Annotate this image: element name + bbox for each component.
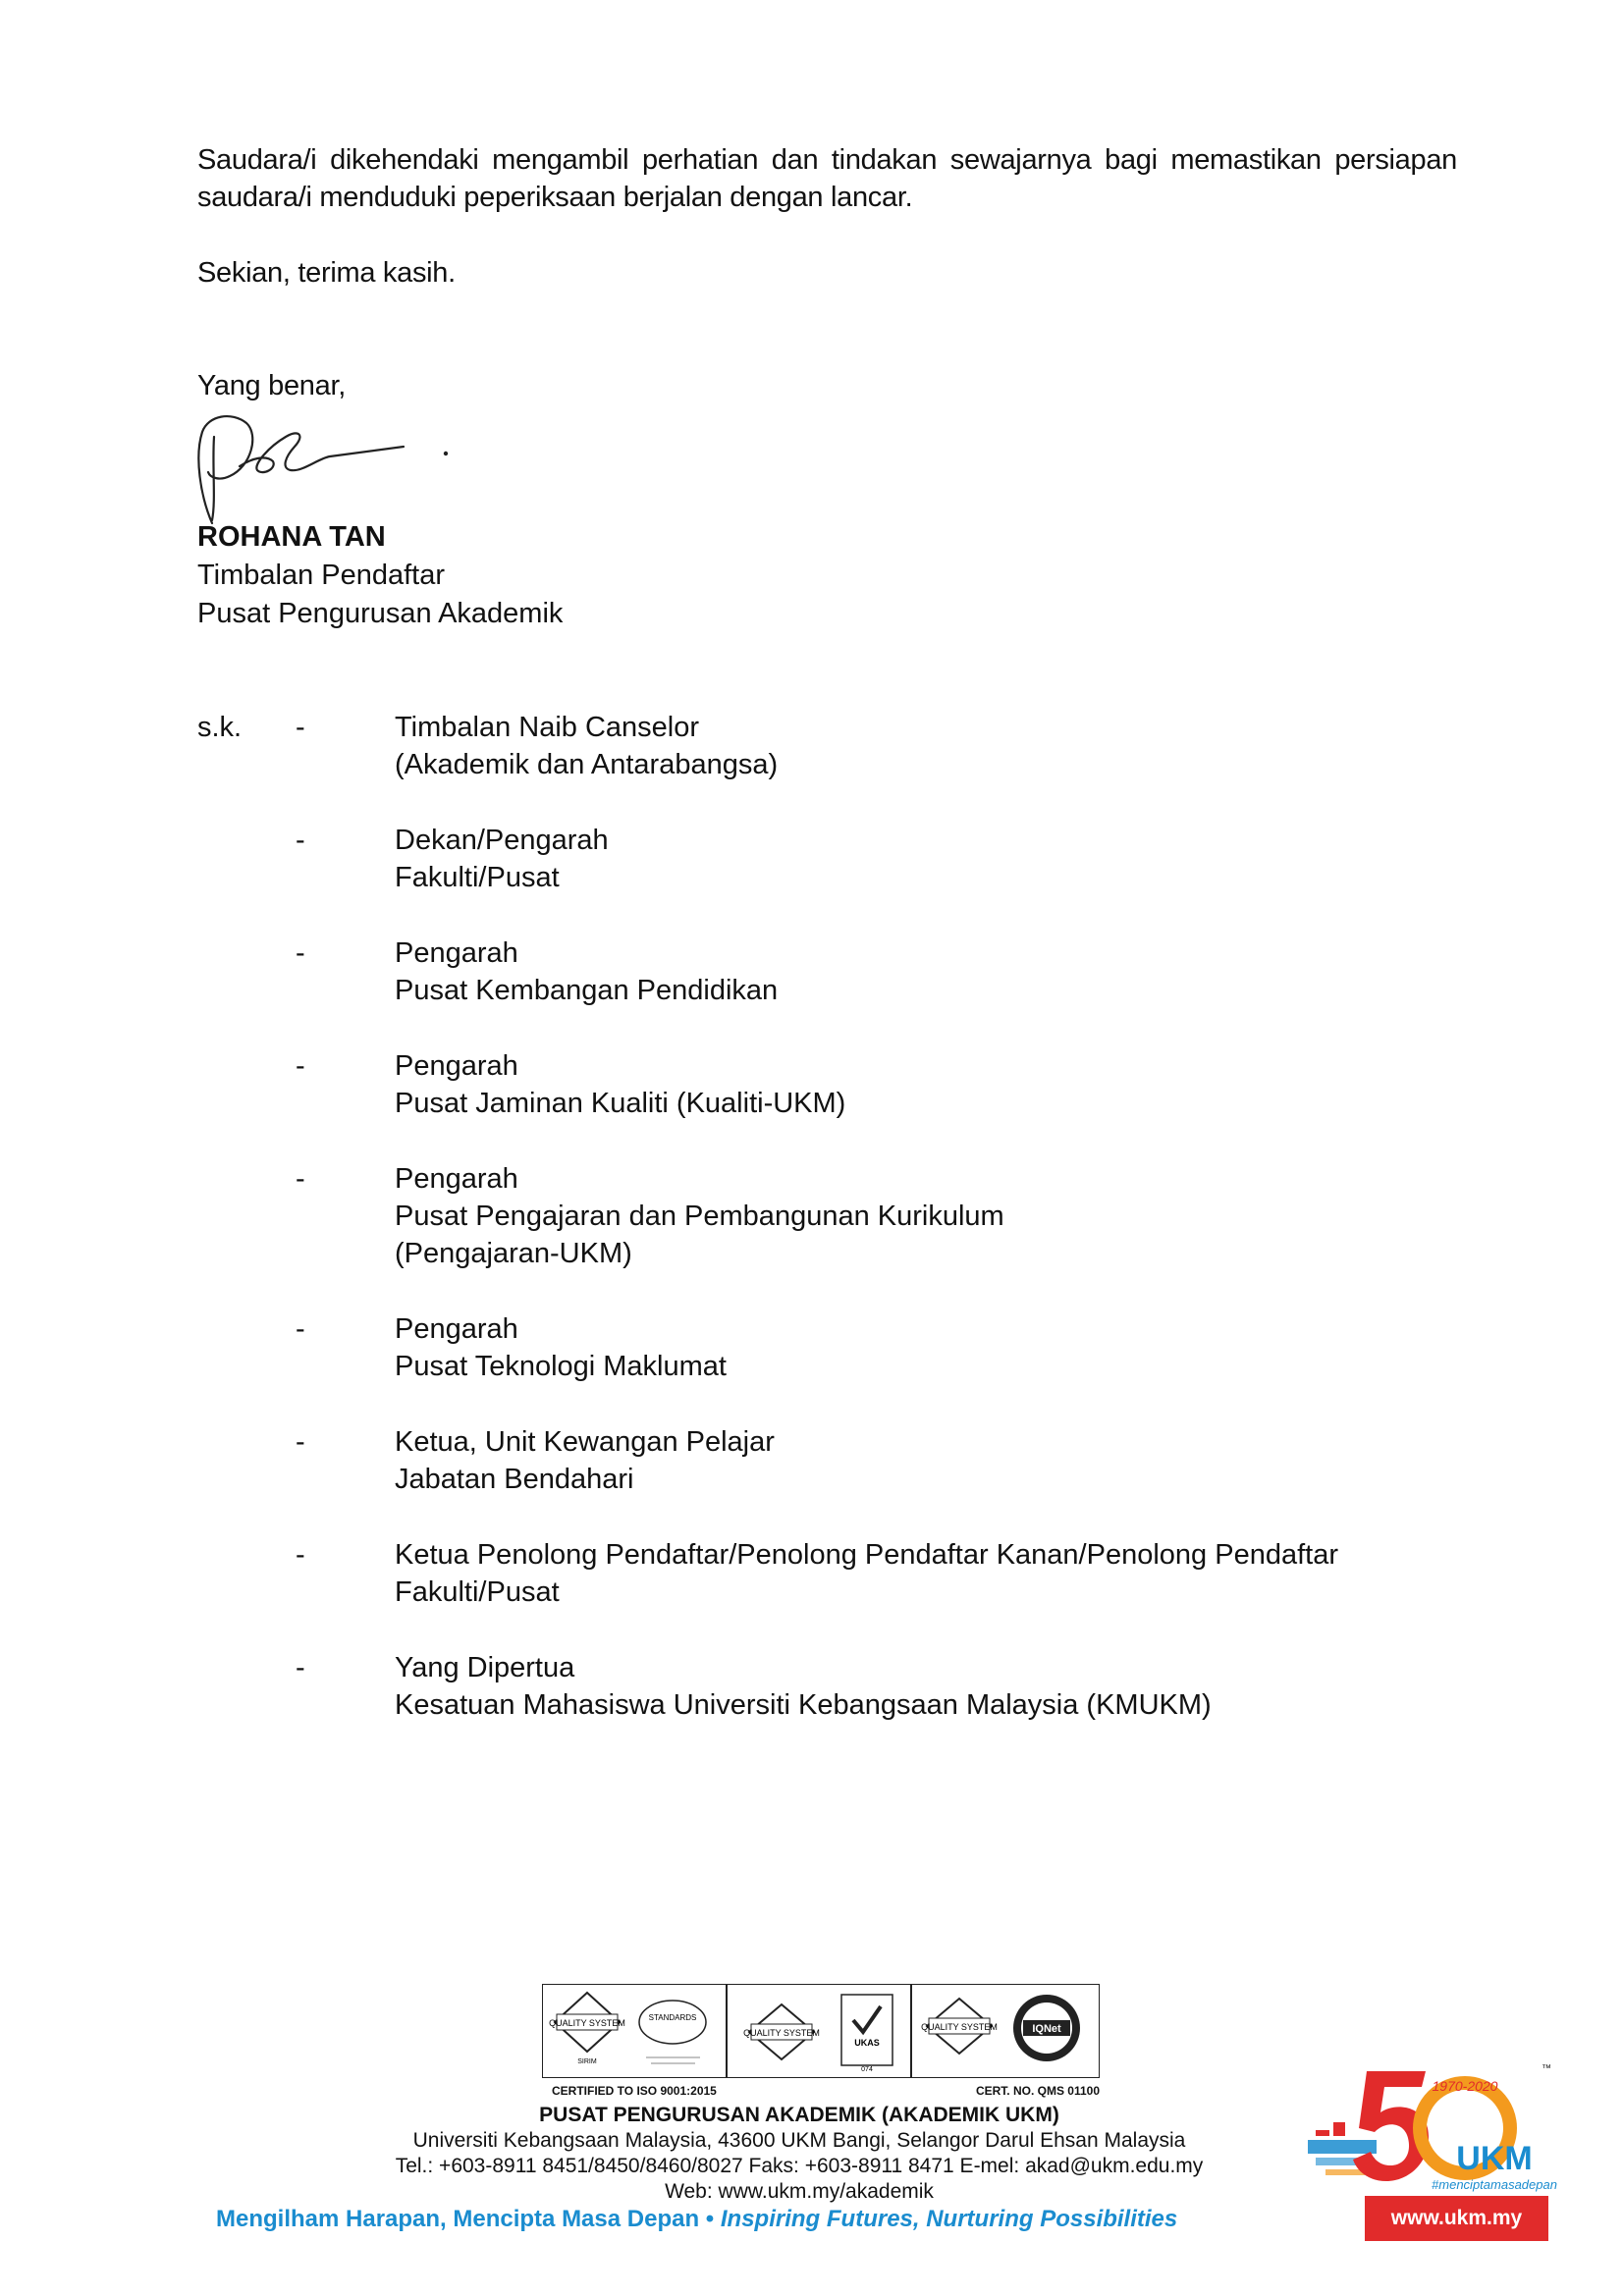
cc-dash: -	[296, 1539, 305, 1571]
signatory-department: Pusat Pengurusan Akademik	[197, 598, 564, 629]
cert-number-label: CERT. NO. QMS 01100	[975, 2084, 1100, 2098]
logo-brand: UKM	[1456, 2140, 1533, 2177]
cc-recipient	[395, 1536, 1377, 1611]
cc-dash: -	[296, 1050, 305, 1082]
cert-iso-label: CERTIFIED TO ISO 9001:2015	[552, 2084, 717, 2098]
cc-recipient-line: Fakulti/Pusat	[395, 862, 560, 893]
logo-years: 1970-2020	[1432, 2078, 1498, 2094]
cc-recipient	[395, 1649, 1377, 1724]
cc-recipient-line: Ketua, Unit Kewangan Pelajar	[395, 1426, 775, 1458]
footer-tagline	[216, 2206, 1177, 2233]
signatory-block	[197, 518, 563, 633]
cc-recipient-line: (Akademik dan Antarabangsa)	[395, 749, 779, 780]
cc-dash: -	[296, 937, 305, 969]
cc-recipient-line: Pengarah	[395, 1313, 518, 1345]
cc-recipient-line: Kesatuan Mahasiswa Universiti Kebangsaan Malaysia (KMUKM)	[395, 1689, 1212, 1721]
cc-recipient-line: Jabatan Bendahari	[395, 1464, 634, 1495]
cc-recipient-line: (Pengajaran-UKM)	[395, 1238, 632, 1269]
cc-recipient-line: Pengarah	[395, 1050, 518, 1082]
cert-labels	[550, 2084, 1100, 2100]
footer-contact: Tel.: +603-8911 8451/8450/8460/8027 Faks: +603-8911 8471 E-mel: akad@ukm.edu.my	[395, 2155, 1204, 2177]
footer-org: PUSAT PENGURUSAN AKADEMIK (AKADEMIK UKM)	[539, 2104, 1059, 2126]
body-paragraph: Saudara/i dikehendaki mengambil perhatian dan tindakan sewajarnya bagi memastikan persiapan saudara/i menduduki peperiksaan berjalan dengan lancar.	[197, 144, 1457, 213]
logo-tm: ™	[1542, 2063, 1551, 2074]
cc-dash: -	[296, 712, 305, 743]
cc-dash: -	[296, 1652, 305, 1683]
footer-address: Universiti Kebangsaan Malaysia, 43600 UKM Bangi, Selangor Darul Ehsan Malaysia	[412, 2129, 1186, 2152]
closing-line: Sekian, terima kasih.	[197, 257, 456, 289]
cc-recipient-line: Yang Dipertua	[395, 1652, 575, 1683]
standards-label: STANDARDS	[648, 2013, 697, 2022]
cc-dash: -	[296, 1426, 305, 1458]
cc-recipient	[395, 1423, 1377, 1498]
svg-text:UKAS: UKAS	[854, 2038, 880, 2048]
cc-dash: -	[296, 1163, 305, 1195]
cc-dash: -	[296, 1313, 305, 1345]
cc-recipient	[395, 1047, 1377, 1122]
signature-image	[192, 407, 458, 530]
svg-text:SIRIM: SIRIM	[577, 2058, 597, 2065]
cc-recipient-line: Pusat Pengajaran dan Pembangunan Kurikulum	[395, 1201, 1004, 1232]
quality-system-icon	[543, 1985, 726, 2076]
footer-web: Web: www.ukm.my/akademik	[665, 2180, 934, 2203]
cc-recipient	[395, 934, 1377, 1009]
cc-recipient	[395, 1310, 1377, 1385]
cc-recipient-line: Fakulti/Pusat	[395, 1576, 560, 1608]
cc-recipient-line: Dekan/Pengarah	[395, 825, 609, 856]
qs-label-1: QUALITY SYSTEM	[549, 2018, 625, 2028]
valediction: Yang benar,	[197, 370, 346, 401]
svg-text:QUALITY SYSTEM: QUALITY SYSTEM	[921, 2022, 998, 2032]
cc-recipient-line: Pusat Kembangan Pendidikan	[395, 975, 779, 1006]
cc-recipient-line: Pusat Teknologi Maklumat	[395, 1351, 727, 1382]
iqnet-label: IQNet	[1032, 2023, 1061, 2035]
signatory-title: Timbalan Pendaftar	[197, 560, 446, 591]
cc-recipient-line: Pengarah	[395, 937, 518, 969]
cc-recipient	[395, 822, 1377, 896]
ukm-website-bar: www.ukm.my	[1365, 2196, 1548, 2241]
check-icon	[853, 2006, 881, 2032]
tagline-english: Inspiring Futures, Nurturing Possibilities	[720, 2206, 1178, 2232]
cc-recipient-line: Timbalan Naib Canselor	[395, 712, 700, 743]
cc-dash: -	[296, 825, 305, 856]
cc-label: s.k.	[197, 712, 243, 743]
sirim-standards-badge	[542, 1984, 727, 2078]
cc-recipient-line: Pusat Jaminan Kualiti (Kualiti-UKM)	[395, 1088, 846, 1119]
svg-text:074: 074	[861, 2066, 873, 2073]
tagline-separator: •	[705, 2206, 715, 2232]
certification-badges	[542, 1984, 1100, 2078]
logo-hashtag: #menciptamasadepan	[1432, 2177, 1557, 2192]
cc-recipient-line: Pengarah	[395, 1163, 518, 1195]
svg-text:QUALITY SYSTEM: QUALITY SYSTEM	[743, 2028, 820, 2038]
tagline-malay: Mengilham Harapan, Mencipta Masa Depan	[216, 2206, 700, 2232]
cc-recipient	[395, 1160, 1377, 1272]
cc-recipient-line: Ketua Penolong Pendaftar/Penolong Pendaftar Kanan/Penolong Pendaftar	[395, 1539, 1338, 1571]
ukas-badge	[727, 1984, 911, 2078]
cc-recipient	[395, 709, 1377, 783]
iqnet-badge	[911, 1984, 1100, 2078]
signatory-name: ROHANA TAN	[197, 521, 386, 553]
